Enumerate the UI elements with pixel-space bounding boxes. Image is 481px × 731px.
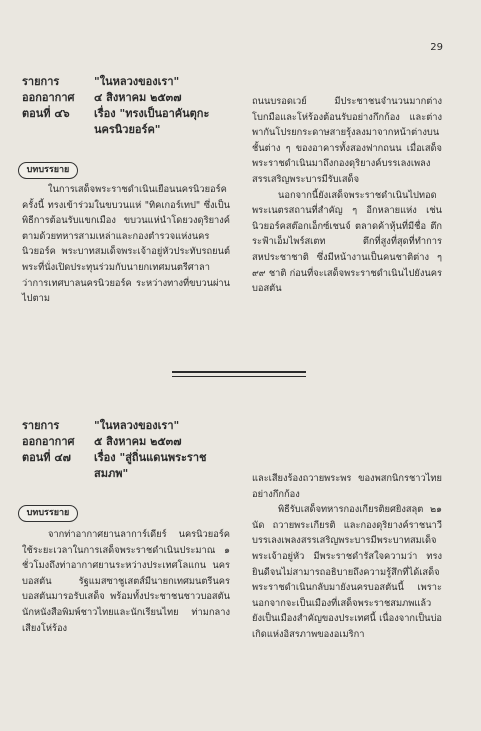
episode-title-cont: สมภพ": [94, 467, 129, 480]
paragraph: ในการเสด็จพระราชดำเนินเยือนนครนิวยอร์คครั้งนี้ ทรงเข้าร่วมในขบวนแห่ "ทิคเกอร์เทป" ซึ่งเป็นพิธีการต้อนรับแขกเมือง ขบวนแห่นำโดยวงดุริยางค์ ตามด้วยทหารสามเหล่าและกองตำรวจแห่งนครนิวยอร์ค พระบาทสมเด็จพระเจ้าอยู่หัวประทับรถยนต์พระที่นั่งเปิดประทุนร่วมกับนายกเทศมนตรีศาลาว่าการเทศบาลนครนิวยอร์ค ระหว่างทางที่ขบวนผ่านไปตาม: [22, 184, 230, 305]
paragraph: พิธีรับเสด็จทหารกองเกียรติยศยิงสลุต ๒๑ นัด ถวายพระเกียรติ และกองดุริยางค์ราชนาวีบรรเลงเพลงสรรเสริญพระบารมีพระบาทสมเด็จพระเจ้าอยู่หัว มีพระราชดำรัสใจความว่า ทรงยินดีจนไม่สามารถอธิบายถึงความรู้สึกที่ได้เสด็จพระราชดำเนินกลับมายังนครบอสตันนี้ เพราะนอกจากจะเป็นเมืองที่เสด็จพระราชสมภพแล้ว ยังเป็นเมืองสำคัญของประเทศนี้ เนื่องจากเป็นบ่อเกิดแห่งอิสรภาพของอเมริกา: [252, 504, 442, 640]
episode-title-cont: นครนิวยอร์ค": [94, 123, 161, 136]
program-label: รายการ: [22, 75, 60, 88]
paragraph: ถนนบรอดเวย์ มีประชาชนจำนวนมากต่างโบกมือและโห่ร้องต้อนรับอย่างกึกก้อง และต่างพากันโปรยกระดาษสายรุ้งลงมาจากหน้าต่างบนชั้นต่าง ๆ ของอาคารทั้งสองฟากถนน เมื่อเสด็จพระราชดำเนินมาถึงกองดุริยางค์บรรเลงเพลงสรรเสริญพระบารมีรับเสด็จ: [252, 96, 442, 185]
page-number: 29: [430, 42, 443, 53]
program-value: "ในหลวงของเรา": [94, 419, 180, 432]
narration-tag: บทบรรยาย: [18, 162, 78, 179]
section2-header: [22, 418, 242, 482]
section1-right-column: [252, 94, 442, 297]
air-value: ๕ สิงหาคม ๒๕๓๗: [94, 435, 182, 448]
paragraph: และเสียงร้องถวายพระพร ของพสกนิกรชาวไทยอย่างกึกก้อง: [252, 473, 442, 500]
air-label: ออกอากาศ: [22, 91, 75, 104]
paragraph: จากท่าอากาศยานลาการ์เดียร์ นครนิวยอร์คใช้ระยะเวลาในการเสด็จพระราชดำเนินประมาณ ๑ ชั่วโมงถึงท่าอากาศยานระหว่างประเทศโลแกน นครบอสตัน รัฐแมสซาชูเสตส์มีนายกเทศมนตรีนครบอสตันมารอรับเสด็จ พร้อมทั้งประชาชนชาวบอสตัน นักหนังสือพิมพ์ชาวไทยและนักเรียนไทย ท่ามกลางเสียงโห่ร้อง: [22, 529, 230, 634]
section-divider-thin: [172, 376, 306, 377]
episode-title: เรื่อง "ทรงเป็นอาคันตุกะ: [94, 107, 210, 120]
program-value: "ในหลวงของเรา": [94, 75, 180, 88]
air-value: ๔ สิงหาคม ๒๕๓๗: [94, 91, 182, 104]
episode-title: เรื่อง "สู่ถิ่นแดนพระราช: [94, 451, 207, 464]
section2-left-column: [22, 527, 230, 636]
section1-header: [22, 74, 242, 138]
air-label: ออกอากาศ: [22, 435, 75, 448]
section2-right-column: [252, 471, 442, 643]
section1-left-column: [22, 182, 230, 307]
episode-label: ตอนที่ ๔๗: [22, 451, 71, 464]
narration-tag: บทบรรยาย: [18, 505, 78, 522]
episode-label: ตอนที่ ๔๖: [22, 107, 70, 120]
section-divider: [172, 371, 306, 373]
program-label: รายการ: [22, 419, 60, 432]
paragraph: นอกจากนี้ยังเสด็จพระราชดำเนินไปทอดพระเนตรสถานที่สำคัญ ๆ อีกหลายแห่ง เช่น นิวยอร์คสต๊อกเอ็กซ์เชนจ์ ตลาดค้าหุ้นที่มีชื่อ ตึกระฟ้าเอ็มไพร์สเตท ตึกที่สูงที่สุดที่ทำการสหประชาชาติ ซึ่งมีหน้างานเป็นคนชาติต่าง ๆ ๙๙ ชาติ ก่อนที่จะเสด็จพระราชดำเนินไปยังนครบอสตัน: [252, 189, 442, 295]
